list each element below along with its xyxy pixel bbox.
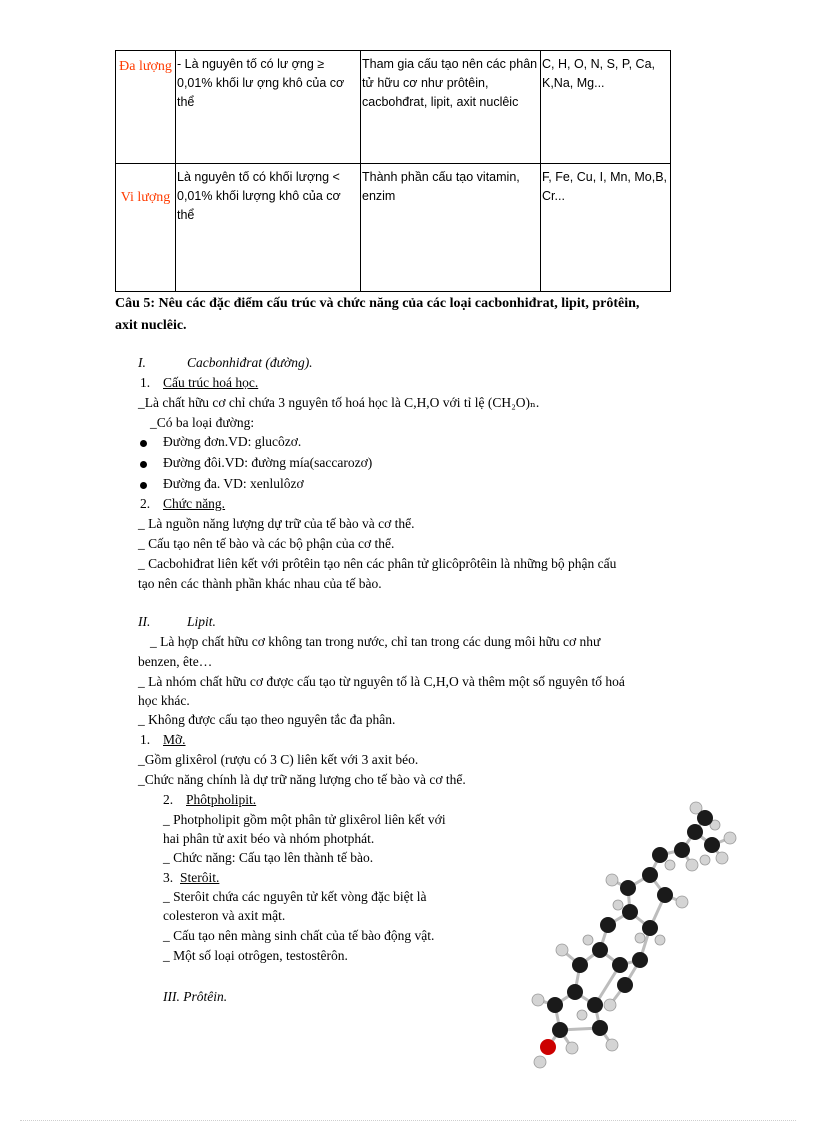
- list-item: Đường đơn.VD: glucôzơ.: [163, 434, 302, 449]
- definition-cell: Là nguyên tố có khối lượng < 0,01% khối lượng khô của cơ thể: [176, 164, 361, 292]
- section2-paragraph: hai phân tử axit béo và nhóm photphát.: [163, 831, 375, 846]
- section2-paragraph: _Chức năng chính là dự trữ năng lượng cho tế bào và cơ thể.: [138, 772, 466, 787]
- section2-mo-title: Mỡ.: [163, 732, 186, 747]
- table-row: [116, 51, 671, 164]
- section2-paragraph: _ Photpholipit gồm một phân tử glixêrol liên kết với: [163, 812, 446, 827]
- section2-title: Lipit.: [187, 614, 216, 629]
- list-item: Đường đa. VD: xenlulôzơ: [163, 476, 304, 491]
- section2-mo-number: 1.: [140, 732, 151, 747]
- examples-cell: C, H, O, N, S, P, Ca, K,Na, Mg...: [541, 51, 671, 164]
- section2-paragraph: _ Một số loại otrôgen, testostêrôn.: [163, 948, 348, 963]
- section1-paragraph: _ Cacbohiđrat liên kết với prôtêin tạo nên các phân tử glicôprôtêin là những bộ phận cấu: [138, 556, 617, 571]
- list-item: Đường đôi.VD: đường mía(saccarozơ): [163, 455, 373, 470]
- section1-sub2-title: Chức năng.: [163, 496, 226, 511]
- section2-number: II.: [138, 614, 151, 629]
- section2-paragraph: colesteron và axit mật.: [163, 908, 286, 923]
- section2-paragraph: _ Là nhóm chất hữu cơ được cấu tạo từ nguyên tố là C,H,O và thêm một số nguyên tố hoá: [138, 674, 625, 689]
- bullet-icon: [140, 440, 147, 447]
- section3-title: III. Prôtêin.: [163, 989, 228, 1004]
- section2-paragraph: _ Là hợp chất hữu cơ không tan trong nước, chỉ tan trong các dung môi hữu cơ như: [150, 634, 601, 649]
- section1-sub1-number: 1.: [140, 375, 151, 390]
- section2-paragraph: _Gồm glixêrol (rượu có 3 C) liên kết với 3 axit béo.: [138, 752, 419, 767]
- section1-sub2-number: 2.: [140, 496, 151, 511]
- section1-paragraph: _Là chất hữu cơ chỉ chứa 3 nguyên tố hoá học là C,H,O với tỉ lệ (CH₂O)ₙ.: [138, 395, 540, 410]
- bullet-icon: [140, 461, 147, 468]
- section1-number: I.: [138, 355, 146, 370]
- section2-ph-title: Phôtpholipit.: [186, 792, 257, 807]
- section1-title: Cacbonhiđrat (đường).: [187, 355, 313, 370]
- category-cell: Đa lượng: [116, 51, 176, 164]
- question-title-line1: Câu 5: Nêu các đặc điểm cấu trúc và chức năng của các loại cacbonhiđrat, lipit, prôtêin,: [115, 296, 640, 311]
- section2-st-title: Sterôit.: [180, 870, 220, 885]
- oxygen-atom: [540, 1039, 556, 1055]
- section2-paragraph: học khác.: [138, 693, 190, 708]
- bullet-icon: [140, 482, 147, 489]
- role-cell: Tham gia cấu tạo nên các phân tử hữu cơ như prôtêin, cacbohđrat, lipit, axit nuclêic: [361, 51, 541, 164]
- definition-cell: - Là nguyên tố có lư ợng ≥ 0,01% khối lư ợng khô của cơ thể: [176, 51, 361, 164]
- section1-paragraph: _ Cấu tạo nên tế bào và các bộ phận của cơ thể.: [138, 536, 395, 551]
- section2-paragraph: _ Sterôit chứa các nguyên tử kết vòng đặc biệt là: [163, 889, 427, 904]
- section1-sub1-title: Cấu trúc hoá học.: [163, 375, 259, 390]
- section1-paragraph: _ Là nguồn năng lượng dự trữ của tế bào và cơ thể.: [138, 516, 415, 531]
- section2-st-number: 3.: [163, 870, 174, 885]
- role-cell: Thành phần cấu tạo vitamin, enzim: [361, 164, 541, 292]
- footer-divider: [20, 1120, 796, 1121]
- section2-paragraph: benzen, ête…: [138, 654, 213, 669]
- category-cell: Vi lượng: [116, 164, 176, 292]
- section2-paragraph: _ Cấu tạo nên màng sinh chất của tế bào động vật.: [163, 928, 435, 943]
- section1-paragraph: tạo nên các thành phần khác nhau của tế bào.: [138, 576, 382, 591]
- cholesterol-molecule-image: [500, 800, 745, 1092]
- section2-ph-number: 2.: [163, 792, 174, 807]
- table-row: [116, 164, 671, 292]
- section1-paragraph: _Có ba loại đường:: [150, 415, 255, 430]
- examples-cell: F, Fe, Cu, I, Mn, Mo,B, Cr...: [541, 164, 671, 292]
- element-table: [115, 50, 671, 292]
- section2-paragraph: _ Không được cấu tạo theo nguyên tắc đa phân.: [138, 712, 396, 727]
- question-title-line2: axit nuclêic.: [115, 318, 187, 333]
- section2-paragraph: _ Chức năng: Cấu tạo lên thành tế bào.: [163, 850, 374, 865]
